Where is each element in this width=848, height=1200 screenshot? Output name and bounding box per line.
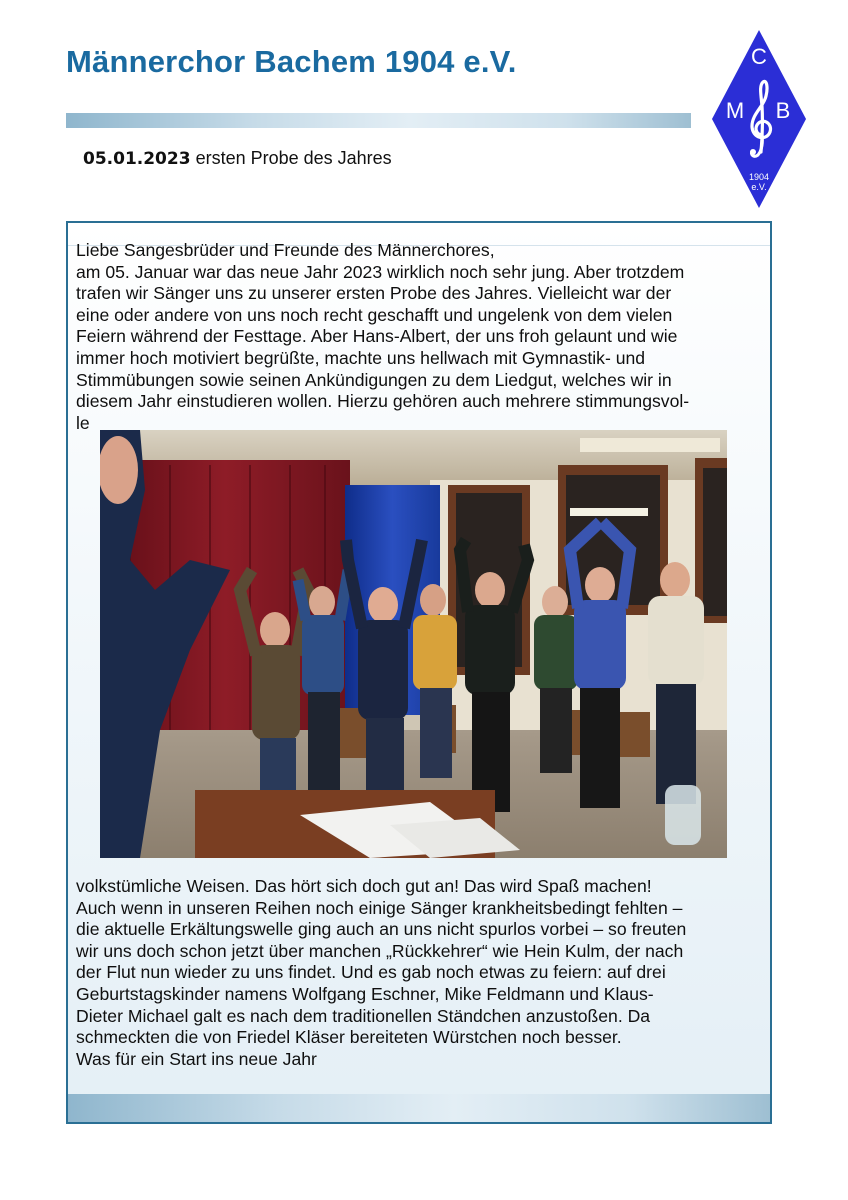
title-divider-bar: [66, 113, 691, 128]
logo-letter-m: M: [725, 98, 745, 123]
article-heading: ersten Probe des Jahres: [195, 148, 392, 168]
logo-letter-c: C: [751, 44, 767, 69]
text-line: die aktuelle Erkältungswelle ging auch an uns nicht spurlos vorbei – so freuten: [76, 919, 687, 940]
article-date: 05.01.2023: [83, 149, 191, 169]
text-line: wir uns doch schon jetzt über manchen „Rückkehrer“ wie Hein Kulm, der nach: [76, 940, 684, 961]
text-line: le: [76, 412, 90, 433]
text-line: volkstümliche Weisen. Das hört sich doch gut an! Das wird Spaß machen!: [76, 876, 652, 896]
logo-year: 1904: [748, 172, 770, 182]
text-line: Feiern während der Festtage. Aber Hans-Albert, der uns froh gelaunt und wie: [76, 326, 678, 347]
article-subtitle: [83, 148, 392, 169]
text-line: Liebe Sangesbrüder und Freunde des Männerchores,: [76, 240, 495, 260]
logo-letter-b: B: [775, 98, 791, 123]
text-line: der Flut nun wieder zu uns findet. Und es gab noch etwas zu feiern: auf drei: [76, 962, 666, 983]
text-line: Was für ein Start ins neue Jahr: [76, 1048, 317, 1069]
text-line: immer hoch motiviert begrüßte, machte uns hellwach mit Gymnastik- und: [76, 347, 646, 368]
rehearsal-photo: [100, 430, 727, 858]
text-line: Stimmübungen sowie seinen Ankündigungen zu dem Liedgut, welches wir in: [76, 369, 672, 390]
text-line: schmeckten die von Friedel Kläser bereiteten Würstchen noch besser.: [76, 1027, 622, 1048]
rehearsal-photo-illustration: [100, 430, 727, 858]
text-line: trafen wir Sänger uns zu unserer ersten Probe des Jahres. Vielleicht war der: [76, 283, 672, 304]
text-line: diesem Jahr einstudieren wollen. Hierzu gehören auch mehrere stimmungsvol-: [76, 391, 690, 412]
text-line: Geburtstagskinder namens Wolfgang Eschner, Mike Feldmann und Klaus-: [76, 983, 654, 1004]
text-line: am 05. Januar war das neue Jahr 2023 wirklich noch sehr jung. Aber trotzdem: [76, 261, 685, 282]
choir-logo: [710, 28, 808, 210]
logo-suffix: e.V.: [751, 182, 767, 192]
text-line: Dieter Michael galt es nach dem traditionellen Ständchen anzustoßen. Da: [76, 1005, 651, 1026]
text-line: Auch wenn in unseren Reihen noch einige Sänger krankheitsbedingt fehlten –: [76, 897, 683, 918]
paragraph-2: [76, 876, 776, 1070]
panel-footer-bar: [68, 1094, 770, 1122]
text-line: eine oder andere von uns noch recht geschafft und ungelenk von dem vielen: [76, 304, 673, 325]
page-title: Männerchor Bachem 1904 e.V.: [66, 44, 517, 79]
paragraph-1: [76, 240, 776, 434]
